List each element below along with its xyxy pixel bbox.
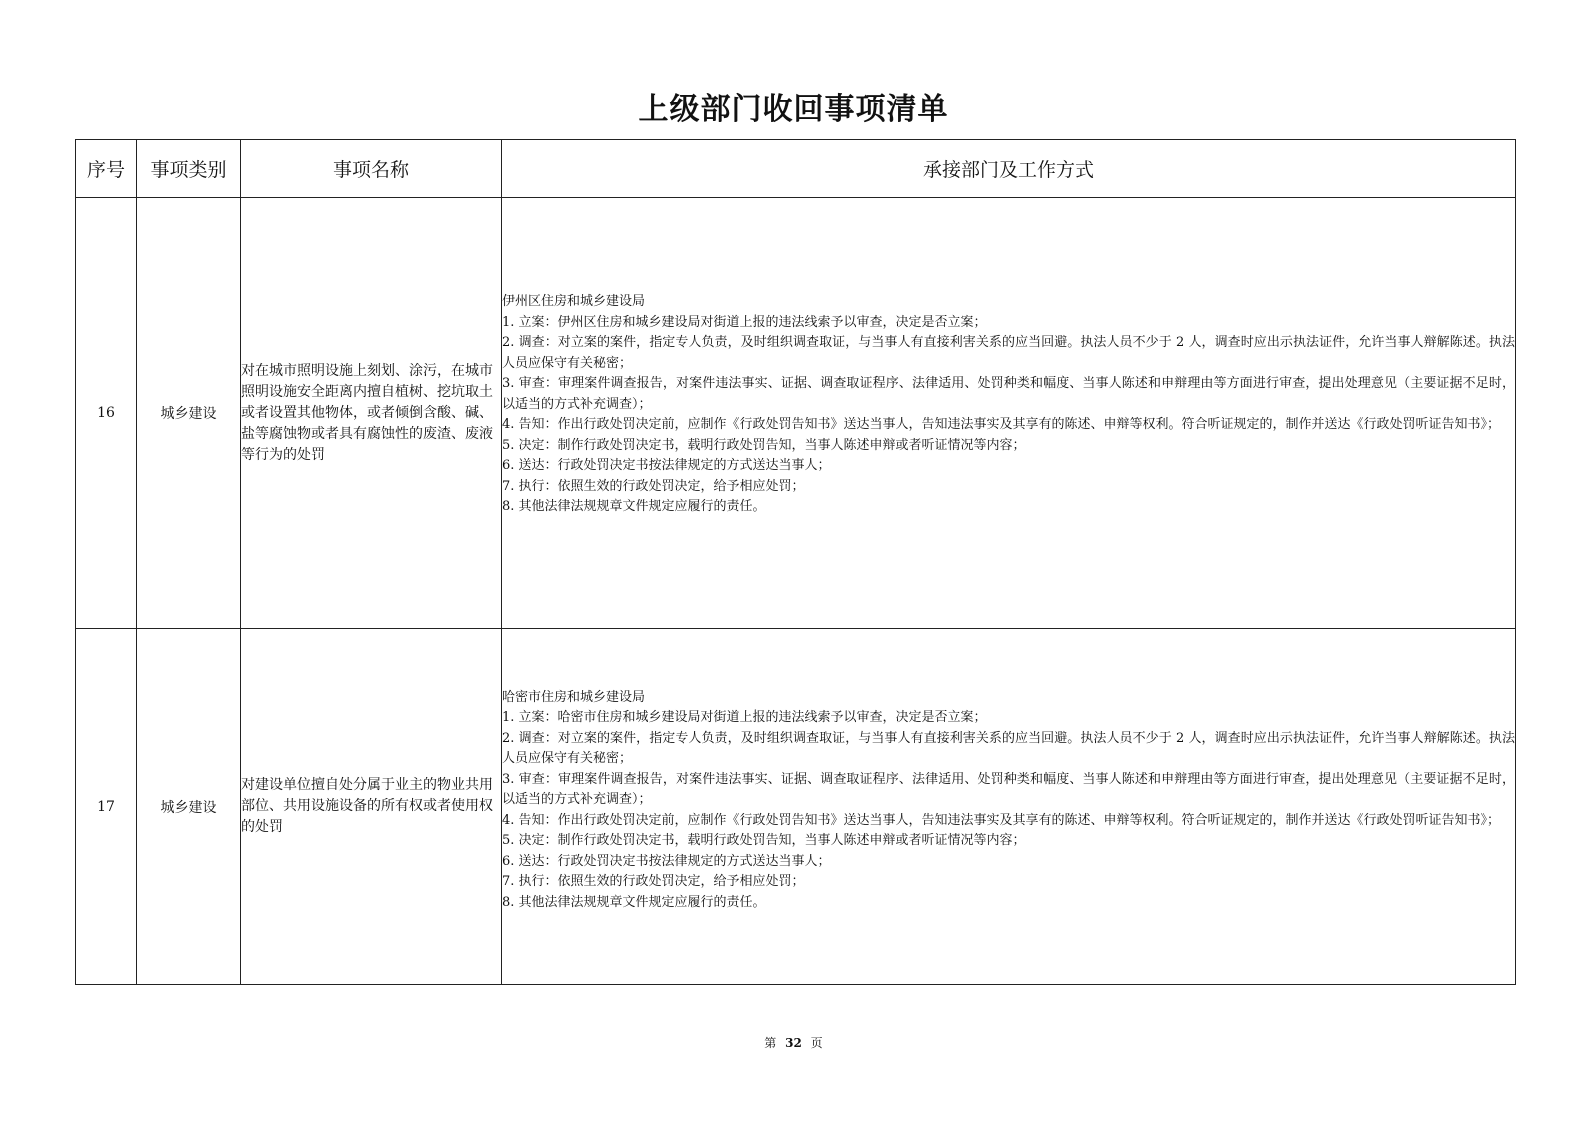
procedure-step: 2. 调查：对立案的案件，指定专人负责，及时组织调查取证，与当事人有直接利害关系的应当回避。执法人员不少于 2 人，调查时应出示执法证件，允许当事人辩解陈述。执法人员应保守有关秘密； xyxy=(502,730,1515,767)
row-item-name: 对在城市照明设施上刻划、涂污，在城市照明设施安全距离内擅自植树、挖坑取土或者设置其他物体，或者倾倒含酸、碱、盐等腐蚀物或者具有腐蚀性的废渣、废液等行为的处罚 xyxy=(241,198,502,629)
procedure-step: 8. 其他法律法规规章文件规定应履行的责任。 xyxy=(502,894,766,910)
table-row xyxy=(76,198,1516,629)
procedure-step: 7. 执行：依照生效的行政处罚决定，给予相应处罚； xyxy=(502,478,805,494)
procedure-step: 5. 决定：制作行政处罚决定书，载明行政处罚告知，当事人陈述申辩或者听证情况等内容； xyxy=(502,437,1026,453)
footer-suffix: 页 xyxy=(810,1036,823,1050)
row-index: 16 xyxy=(76,198,137,629)
page-number: 32 xyxy=(785,1036,802,1050)
row-category: 城乡建设 xyxy=(137,198,241,629)
footer-prefix: 第 xyxy=(764,1036,777,1050)
header-category: 事项类别 xyxy=(137,140,241,198)
procedure-step: 4. 告知：作出行政处罚决定前，应制作《行政处罚告知书》送达当事人，告知违法事实及其享有的陈述、申辩等权利。符合听证规定的，制作并送达《行政处罚听证告知书》； xyxy=(502,812,1501,828)
procedure-step: 7. 执行：依照生效的行政处罚决定，给予相应处罚； xyxy=(502,874,805,890)
procedure-step: 8. 其他法律法规规章文件规定应履行的责任。 xyxy=(502,499,766,515)
header-name: 事项名称 xyxy=(241,140,502,198)
department-procedure xyxy=(502,688,1515,914)
page-title: 上级部门收回事项清单 xyxy=(638,92,949,127)
procedure-step: 6. 送达：行政处罚决定书按法律规定的方式送达当事人； xyxy=(502,853,831,869)
page-footer xyxy=(0,1034,1587,1051)
row-category: 城乡建设 xyxy=(137,629,241,985)
items-table xyxy=(75,139,1516,985)
department-name: 伊州区住房和城乡建设局 xyxy=(502,294,646,310)
procedure-step: 5. 决定：制作行政处罚决定书，载明行政处罚告知，当事人陈述申辩或者听证情况等内容； xyxy=(502,833,1026,849)
table-header-row xyxy=(76,140,1516,198)
procedure-step: 4. 告知：作出行政处罚决定前，应制作《行政处罚告知书》送达当事人，告知违法事实及其享有的陈述、申辩等权利。符合听证规定的，制作并送达《行政处罚听证告知书》； xyxy=(502,417,1501,433)
department-procedure xyxy=(502,292,1515,518)
row-index: 17 xyxy=(76,629,137,985)
table-row xyxy=(76,629,1516,985)
procedure-step: 3. 审查：审理案件调查报告，对案件违法事实、证据、调查取证程序、法律适用、处罚种类和幅度、当事人陈述和申辩理由等方面进行审查，提出处理意见（主要证据不足时，以适当的方式补充调查）； xyxy=(502,376,1515,412)
row-department-cell xyxy=(502,629,1516,985)
row-item-name: 对建设单位擅自处分属于业主的物业共用部位、共用设施设备的所有权或者使用权的处罚 xyxy=(241,629,502,985)
procedure-step: 3. 审查：审理案件调查报告，对案件违法事实、证据、调查取证程序、法律适用、处罚种类和幅度、当事人陈述和申辩理由等方面进行审查，提出处理意见（主要证据不足时，以适当的方式补充调查）； xyxy=(502,771,1515,808)
department-name: 哈密市住房和城乡建设局 xyxy=(502,689,646,705)
row-department-cell xyxy=(502,198,1516,629)
procedure-step: 1. 立案：哈密市住房和城乡建设局对街道上报的违法线索予以审查，决定是否立案； xyxy=(502,710,987,726)
header-department: 承接部门及工作方式 xyxy=(502,140,1516,198)
procedure-step: 6. 送达：行政处罚决定书按法律规定的方式送达当事人； xyxy=(502,458,831,474)
header-index: 序号 xyxy=(76,140,137,198)
procedure-step: 1. 立案：伊州区住房和城乡建设局对街道上报的违法线索予以审查，决定是否立案； xyxy=(502,314,987,330)
procedure-step: 2. 调查：对立案的案件，指定专人负责，及时组织调查取证，与当事人有直接利害关系的应当回避。执法人员不少于 2 人，调查时应出示执法证件，允许当事人辩解陈述。执法人员应保守有关秘密； xyxy=(502,335,1515,371)
